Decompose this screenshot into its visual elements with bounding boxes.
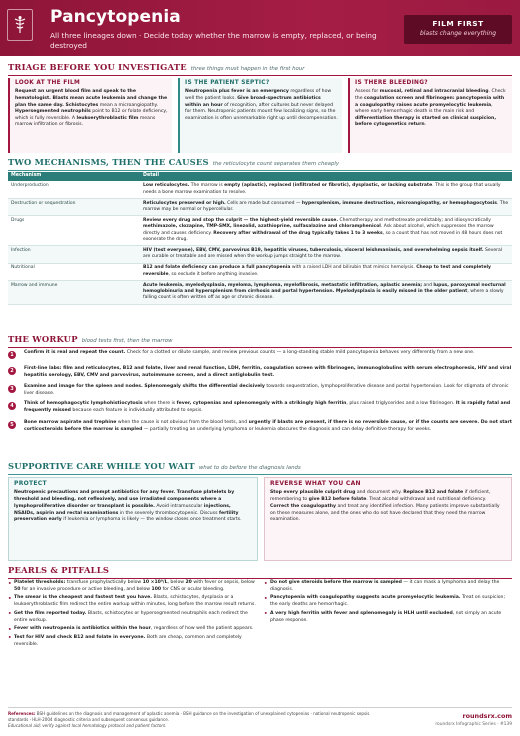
table-row [8, 263, 512, 280]
column-header: Mechanism [8, 172, 140, 181]
table-row [8, 198, 512, 215]
pearls-left-column [8, 580, 258, 650]
protect-box [8, 477, 258, 561]
badge-title: FILM FIRST [432, 19, 484, 28]
mechanism-cell: Underproduction [8, 181, 140, 198]
pearl-item: • Fever with neutropenia is antibiotics within the hour, regardless of how well the patient appears. [8, 626, 258, 633]
table-row [8, 216, 512, 246]
step-number: 3 [8, 385, 16, 393]
badge-subtitle: blasts change everything [419, 30, 497, 38]
series-label: roundsrx Infographic Series · #139 [435, 721, 512, 727]
step-text: Examine and image for the spleen and nodes. Splenomegaly shifts the differential decisively towards sequestration, lymphoproliferative disease and portal hypertension. Look for stigmata of chronic liver disease. [24, 384, 509, 396]
workup-step [8, 401, 512, 414]
step-text: First-line labs: film and reticulocytes, B12 and folate, liver and renal function, LDH, ferritin, coagulation screen with fibrinogen, immunoglobulins with serum electrophoresis, HIV and viral hepatitis serology, EBV, CMV and parvovirus, autoimmune screen, and a direct antiglobulin test. [24, 366, 512, 378]
step-text: Bone marrow aspirate and trephine when the cause is not obvious from the blood tests, and urgently if blasts are present, if there is no reversible cause, or if the counts are severe. Do not start corticosteroids before the marrow is sampled — partially treating an underlying lymphoma or leukemia obscures the diagnosis and can delay definitive therapy for weeks. [24, 420, 512, 432]
table-row [8, 280, 512, 304]
references: References: BSH guidelines on the diagnosis and management of aplastic anemia · BSH guidance on the investigation of unexplained cytopenias · national neutropenic sepsis standards · HLH-2004 diagnostic criteria and subsequent consensus guidance. Educational aid; verify against local hematology protocol and patient factors. [8, 711, 370, 729]
triage-box-sepsis [178, 78, 342, 153]
triage-box-body: Assess for mucosal, retinal and intracranial bleeding. Check the coagulation screen and fibrinogen: pancytopenia with a coagulopathy raises acute promyelocytic leukemia, where early hemorrhagic death is the main risk and differentiation therapy is started on clinical suspicion, before cytogenetics return. [355, 89, 506, 128]
mechanism-cell: Marrow and immune [8, 280, 140, 304]
column-header: Detail [140, 172, 512, 181]
page-subtitle: All three lineages down · Decide today whether the marrow is empty, replaced, or being destroyed [50, 31, 377, 50]
triage-box-title: IS THE PATIENT SEPTIC? [185, 80, 270, 86]
reverse-box [264, 477, 512, 561]
step-number: 2 [8, 367, 16, 375]
workup-step [8, 366, 512, 379]
pearls-title: PEARLS & PITFALLS [8, 565, 110, 575]
step-number: 5 [8, 421, 16, 429]
page-header [0, 0, 520, 56]
step-number: 4 [8, 402, 16, 410]
pearls-right-column [264, 580, 512, 626]
detail-cell: Review every drug and stop the culprit — the highest-yield reversible cause. Chemotherapy and methotrexate predictably; and idiosyncratically methimazole, clozapine, TMP-SMX, linezolid, azathioprine, sulfasalazine and chloramphenicol. Ask about alcohol, which suppresses the marrow directly and causes deficiency. Recovery after withdrawal of the drug typically takes 1 to 3 weeks, so a count that has not moved in 48 hours does not exonerate the drug. [140, 216, 512, 246]
reverse-title: REVERSE WHAT YOU CAN [270, 480, 361, 487]
step-text: Think of hemophagocytic lymphohistiocytosis when there is fever, cytopenias and splenomegaly with a strikingly high ferritin, plus raised triglycerides and a low fibrinogen. It is rapidly fatal and frequently missed because each feature is individually attributed to sepsis. [24, 401, 511, 413]
workup-subtitle: blood tests first, then the marrow [81, 338, 173, 344]
workup-step [8, 350, 512, 357]
mechanism-cell: Nutritional [8, 263, 140, 280]
mechanisms-title: TWO MECHANISMS, THEN THE CAUSES [8, 157, 209, 167]
triage-section-header [8, 62, 512, 76]
step-text: Confirm it is real and repeat the count. Check for a clotted or dilute sample, and review previous counts — a long-standing stable mild pancytopenia behaves very differently from a new one. [24, 350, 475, 355]
triage-box-bleeding [348, 78, 512, 153]
triage-box-title: LOOK AT THE FILM [15, 80, 81, 86]
table-row [8, 246, 512, 263]
brand-link[interactable]: roundsrx.com [462, 712, 512, 720]
detail-cell: Low reticulocytes. The marrow is empty (aplastic), replaced (infiltrated or fibrotic), dysplastic, or lacking substrate. This is the group that usually needs a bone marrow examination to resolve. [140, 181, 512, 198]
mechanisms-subtitle: the reticulocyte count separates them cheaply [212, 161, 340, 167]
workup-step [8, 384, 512, 397]
pearl-item: • A very high ferritin with fever and splenomegaly is HLH until excluded, not simply an acute phase response. [264, 611, 512, 624]
detail-cell: Reticulocytes preserved or high. Cells are made but consumed — hypersplenism, immune destruction, microangiopathy, or hemophagocytosis. The marrow may be normal or hypercellular. [140, 198, 512, 215]
triage-subtitle: three things must happen in the first hour [190, 66, 305, 72]
supportive-title: SUPPORTIVE CARE WHILE YOU WAIT [8, 461, 195, 471]
protect-title: PROTECT [14, 480, 47, 487]
triage-box-body: Request an urgent blood film and speak to the hematologist. Blasts mean acute leukemia and change the plan the same day. Schistocytes mean a microangiopathy. Hypersegmented neutrophils point to B12 or folate deficiency, which is fully reversible. A leukoerythroblastic film means marrow infiltration or fibrosis. [15, 89, 168, 128]
table-row [8, 181, 512, 198]
workup-section-header [8, 334, 512, 348]
mechanisms-section-header [8, 157, 512, 171]
brand-block [435, 712, 512, 728]
mechanism-cell: Infection [8, 246, 140, 263]
pearl-item: • Pancytopenia with coagulopathy suggests acute promyelocytic leukemia. Treat on suspicion; the early deaths are hemorrhagic. [264, 595, 512, 608]
triage-title: TRIAGE BEFORE YOU INVESTIGATE [8, 62, 187, 72]
supportive-section-header [8, 461, 512, 475]
triage-box-body: Neutropenia plus fever is an emergency regardless of how well the patient looks. Give broad-spectrum antibiotics within an hour of recognition, after cultures but never delayed for them. Neutropenic patients mount few localizing signs, so the examination is often unremarkable right up until decompensation. [185, 89, 338, 121]
mechanism-cell: Drugs [8, 216, 140, 246]
page-title: Pancytopenia [50, 7, 181, 27]
detail-cell: B12 and folate deficiency can produce a full pancytopenia with a raised LDH and bilirubin that mimics hemolysis. Cheap to test and completely reversible, so exclude it before anything invasive. [140, 263, 512, 280]
pearl-item: • The smear is the cheapest and fastest test you have. Blasts, schistocytes, dysplasia or a leukoerythroblastic film redirect the entire workup within minutes, long before the marrow result returns. [8, 595, 258, 608]
caduceus-icon [7, 9, 33, 41]
supportive-subtitle: what to do before the diagnosis lands [198, 465, 301, 471]
page-footer [8, 707, 512, 729]
detail-cell: HIV (test everyone), EBV, CMV, parvovirus B19, hepatitis viruses, tuberculosis, visceral leishmaniasis, and overwhelming sepsis itself. Several are curable or treatable and are missed when the workup jumps straight to the marrow. [140, 246, 512, 263]
pearl-item: • Platelet thresholds: transfuse prophylactically below 10 ×10⁹/L, below 20 with fever or sepsis, below 50 for an invasive procedure or active bleeding, and below 100 for CNS or ocular bleeding. [8, 580, 258, 593]
protect-body: Neutropenic precautions and prompt antibiotics for any fever. Transfuse platelets by threshold and bleeding, not reflexively, and use irradiated components where a lymphoproliferative disorder or transplant is possible. Avoid intramuscular injections, NSAIDs, aspirin and rectal examinations in the severely thrombocytopenic. Discuss fertility preservation early if leukemia or lymphoma is likely — the window closes once treatment starts. [14, 490, 242, 523]
pearls-section-header [8, 565, 512, 579]
triage-box-film [8, 78, 172, 153]
pearl-item: • Get the film reported today. Blasts, schistocytes or hypersegmented neutrophils each redirect the entire workup. [8, 611, 258, 624]
film-first-badge [404, 15, 512, 44]
workup-title: THE WORKUP [8, 334, 78, 344]
mechanism-cell: Destruction or sequestration [8, 198, 140, 215]
triage-box-title: IS THERE BLEEDING? [355, 80, 428, 86]
pearl-item: • Test for HIV and check B12 and folate in everyone. Both are cheap, common and completely reversible. [8, 635, 258, 648]
workup-step [8, 420, 512, 433]
detail-cell: Acute leukemia, myelodysplasia, myeloma, lymphoma, myelofibrosis, metastatic infiltration, aplastic anemia; and lupus, paroxysmal nocturnal hemoglobinuria and hypersplenism from cirrhosis and portal hypertension. Myelodysplasia is easily missed in the older patient, where a slowly falling count is often written off as age or chronic disease. [140, 280, 512, 304]
pearl-item: • Do not give steroids before the marrow is sampled — it can mask a lymphoma and delay the diagnosis. [264, 580, 512, 593]
reverse-body: Stop every plausible culprit drug and document why. Replace B12 and folate if deficient, remembering to give B12 before folate. Treat alcohol withdrawal and nutritional deficiency. Correct the coagulopathy and treat any identified infection. Many patients improve substantially on these measures alone, and the ones who do not have declared that they need the marrow examination. [270, 490, 500, 523]
table-header-row [8, 172, 512, 181]
step-number: 1 [8, 351, 16, 359]
mechanisms-table [8, 172, 512, 305]
